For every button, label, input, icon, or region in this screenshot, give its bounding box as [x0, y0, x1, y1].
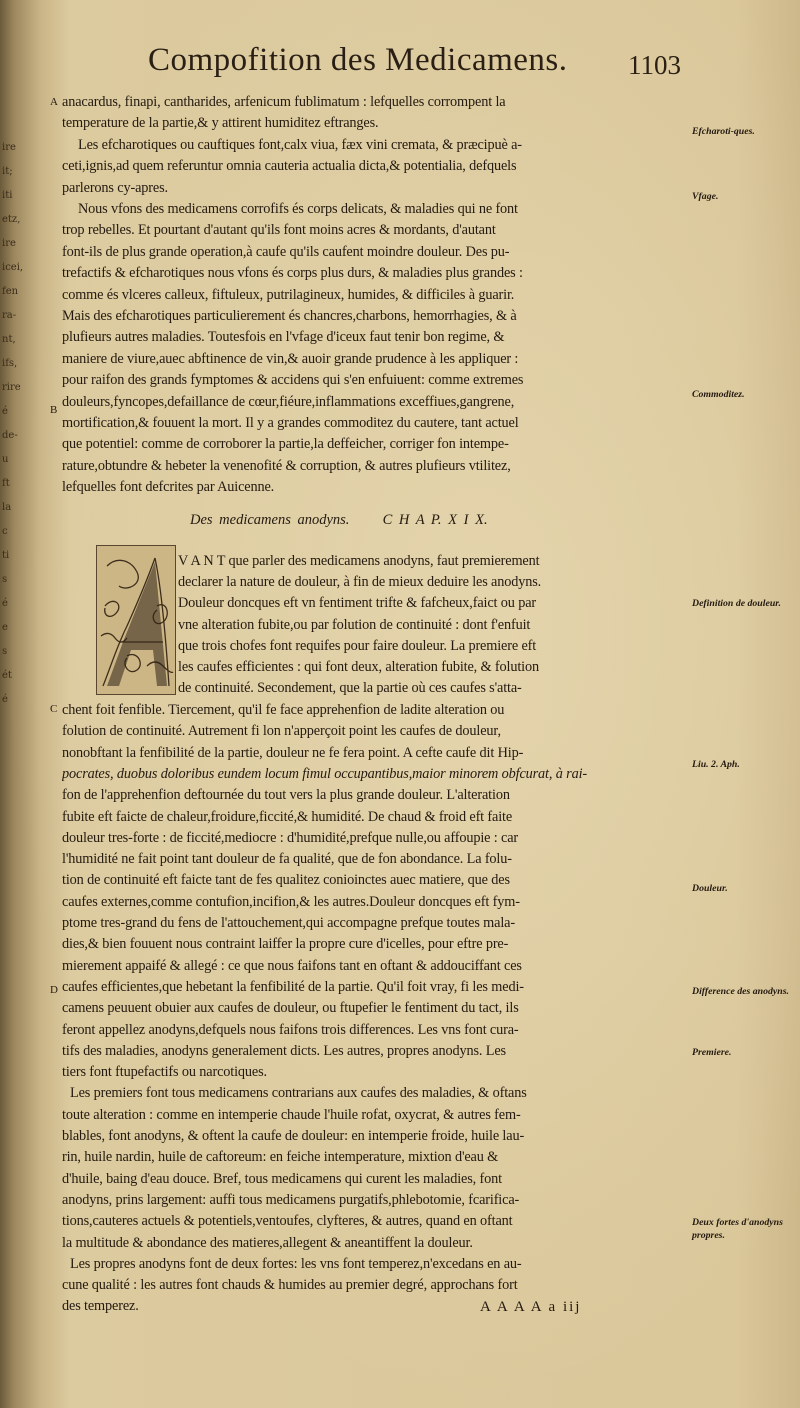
- gutter-fragment: s: [2, 574, 8, 585]
- gutter-fragment: c: [2, 526, 8, 537]
- gutter-fragment: fen: [2, 286, 19, 297]
- gutter-fragment: é: [2, 598, 8, 609]
- section-letter: A: [50, 96, 58, 108]
- gutter-fragment: u: [2, 454, 9, 465]
- text-line: dies,& bien fouuent nous contraint laiffer la propre cure d'icelles, pour eftre pre-: [62, 936, 509, 953]
- chapter-title: Des medicamens anodyns.: [190, 512, 350, 528]
- text-line: folution de continuité. Autrement fi lon n'apperçoit point les caufes de douleur,: [62, 723, 501, 740]
- text-line: ptome tres-grand du fens de l'attouchement,qui accompagne prefque toutes mala-: [62, 915, 515, 931]
- margin-note: Definition de douleur.: [692, 598, 781, 609]
- text-line: chent foit fenfible. Tiercement, qu'il fe face apprehenfion de ladite alteration ou: [62, 702, 505, 718]
- text-line: Mais des efcharotiques particulierement és chancres,charbons, hemorrhagies, & à: [62, 308, 517, 324]
- text-line: anodyns, prins largement: auffi tous medicamens purgatifs,phlebotomie, fcarifica-: [62, 1191, 520, 1208]
- gutter-fragment: ft: [2, 478, 10, 489]
- text-line: trefactifs & efcharotiques nous vfons és corps plus durs, & maladies plus grandes :: [62, 265, 523, 282]
- gutter-fragment: é: [2, 694, 8, 705]
- text-line: de continuité. Secondement, que la partie où ces caufes s'atta-: [178, 680, 522, 697]
- gutter-fragment: ire: [2, 238, 16, 249]
- gutter-fragment: ra-: [2, 310, 17, 321]
- text-line: tiers font ftupefactifs ou narcotiques.: [62, 1064, 267, 1081]
- text-line: parlerons cy-apres.: [62, 179, 168, 196]
- margin-note: Vfage.: [692, 191, 719, 202]
- text-line: mortification,& fouuent la mort. Il y a grandes commoditez du cautere, tant actuel: [62, 415, 519, 431]
- page-number: 1103: [628, 50, 681, 80]
- text-line: fubite eft faicte de chaleur,froidure,ficcité,& humidité. De chaud & froid eft faite: [62, 808, 513, 825]
- text-line: douleurs,fyncopes,defaillance de cœur,fiéure,inflammations exceffiues,gangrene,: [62, 393, 515, 410]
- section-letter: D: [50, 984, 58, 996]
- chapter-heading: [190, 512, 488, 529]
- gutter-fragment: de-: [2, 430, 18, 441]
- section-letter: B: [50, 404, 58, 416]
- text-line: rin, huile nardin, huile de caftoreum: en feiche intemperature, mixtion d'eau &: [62, 1149, 499, 1166]
- gutter-fragment: it;: [2, 166, 13, 177]
- gutter-fragment: iti: [2, 190, 13, 201]
- text-line: des temperez.: [62, 1298, 139, 1315]
- text-line: toute alteration : comme en intemperie chaude l'huile rofat, oxycrat, & autres fem-: [62, 1106, 521, 1123]
- text-line: Les efcharotiques ou cauftiques font,calx viua, fæx vini cremata, & præcipuè a-: [78, 136, 522, 153]
- gutter-fragment: etz,: [2, 214, 21, 225]
- text-line: nonobftant la fenfibilité de la partie, douleur ne fe fera point. A cefte caufe dit Hip-: [62, 744, 524, 761]
- text-line: pocrates, duobus doloribus eundem locum fimul occupantibus,maior minorem obfcurat, à rai-: [62, 765, 587, 782]
- gutter-fragment: s: [2, 646, 8, 657]
- text-line: declarer la nature de douleur, à fin de mieux deduire les anodyns.: [178, 574, 542, 591]
- text-line: tifs des maladies, anodyns generalement dicts. Les autres, propres anodyns. Les: [62, 1042, 506, 1059]
- text-line: feront appellez anodyns,defquels nous faifons trois differences. Les vns font cura-: [62, 1021, 519, 1038]
- text-line: caufes efficientes,que hebetant la fenfibilité de la partie. Qu'il foit vray, fi les medi-: [62, 978, 524, 995]
- running-title: Compofition des Medicamens.: [148, 42, 568, 78]
- text-line: mierement appaifé & allegé : ce que nous faifons tant en oftant & addouciffant ces: [62, 957, 522, 974]
- margin-note: Deux fortes d'anodyns propres.: [692, 1217, 783, 1241]
- text-line: que potentiel: comme de corroborer la partie,la deffeicher, corriger fon intempe-: [62, 436, 509, 453]
- text-line: comme és vlceres calleux, fiftuleux, putrilagineux, humides, & difficiles à guarir.: [62, 286, 515, 303]
- gutter-fragment: ire: [2, 142, 16, 153]
- margin-note: Douleur.: [692, 883, 728, 894]
- margin-note: Efcharoti-ques.: [692, 126, 755, 137]
- text-line: d'huile, baing d'eau douce. Bref, tous medicamens qui curent les maladies, font: [62, 1170, 502, 1187]
- text-line: blables, font anodyns, & oftent la caufe de douleur: en intemperie froide, huile lau-: [62, 1128, 525, 1144]
- chapter-label: C H A P. X I X.: [382, 512, 488, 528]
- ornament-icon: [97, 546, 175, 694]
- text-line: anacardus, finapi, cantharides, arfenicum fublimatum : lefquelles corrompent la: [62, 94, 506, 110]
- text-line: rature,obtundre & hebeter la venenofité & corruption, & autres plufieurs vtilitez,: [62, 457, 511, 474]
- gutter-fragment: é: [2, 406, 8, 417]
- section-letter: C: [50, 703, 58, 715]
- text-line: maniere de viure,auec abftinence de vin,& auoir grande prudence à les appliquer :: [62, 350, 519, 367]
- text-line: V A N T que parler des medicamens anodyns, faut premierement: [178, 553, 540, 569]
- margin-note: Liu. 2. Aph.: [692, 759, 740, 770]
- ornamental-initial-a: [96, 545, 176, 695]
- text-line: douleur tres-forte : de ficcité,mediocre : d'humidité,prefque nulle,ou affoupie : car: [62, 829, 519, 846]
- gutter-fragment: rire: [2, 382, 21, 393]
- text-line: trop rebelles. Et pourtant d'autant qu'ils font moins acres & mordants, d'autant: [62, 222, 496, 239]
- text-line: fon de l'apprehenfion deftournée du tout vers la plus grande douleur. L'alteration: [62, 787, 510, 804]
- text-line: Douleur doncques eft vn fentiment trifte & fafcheux,faict ou par: [178, 595, 537, 612]
- text-line: pour raifon des grands fymptomes & accidens qui s'en enfuiuent: comme extremes: [62, 372, 524, 389]
- text-line: lefquelles font defcrites par Auicenne.: [62, 479, 275, 496]
- gutter-fragment: icei,: [2, 262, 24, 273]
- text-line: Les propres anodyns font de deux fortes: les vns font temperez,n'excedans en au-: [70, 1255, 522, 1272]
- text-line: cune qualité : les autres font chauds & humides au premier degré, approchans fort: [62, 1277, 518, 1294]
- margin-note: Difference des anodyns.: [692, 986, 789, 997]
- gutter-fragment: nt,: [2, 334, 16, 345]
- text-line: temperature de la partie,& y attirent humiditez eftranges.: [62, 115, 379, 132]
- text-line: l'humidité ne fait point tant douleur de fa qualité, que de fon abondance. La folu-: [62, 851, 512, 868]
- gutter-fragment: ti: [2, 550, 10, 561]
- gutter-fragment: la: [2, 502, 12, 513]
- text-line: tion de continuité eft faicte tant de fes qualitez conioinctes auec matiere, que des: [62, 872, 510, 889]
- text-line: font-ils de plus grande operation,à caufe qu'ils caufent moindre douleur. Des pu-: [62, 243, 510, 260]
- margin-note: Commoditez.: [692, 389, 745, 400]
- text-line: les caufes efficientes : qui font deux, alteration fubite, & folution: [178, 659, 539, 675]
- text-line: Les premiers font tous medicamens contrarians aux caufes des maladies, & oftans: [70, 1085, 527, 1102]
- text-line: ceti,ignis,ad quem referuntur omnia cauteria actualia dicta,& potentialia, defquels: [62, 158, 517, 175]
- text-line: plufieurs autres maladies. Toutesfois en l'vfage d'iceux faut tenir bon regime, &: [62, 329, 505, 346]
- gutter-fragment: e: [2, 622, 8, 633]
- text-line: que trois chofes font requifes pour faire douleur. La premiere eft: [178, 637, 537, 654]
- gutter-fragment: ét: [2, 670, 12, 681]
- margin-note: Premiere.: [692, 1047, 732, 1058]
- text-line: vne alteration fubite,ou par folution de continuité : dont f'enfuit: [178, 616, 531, 633]
- text-line: tions,cauteres actuels & potentiels,ventoufes, clyfteres, & autres, quand en oftant: [62, 1213, 513, 1230]
- text-line: camens peuuent obuier aux caufes de douleur, ou ftupefier le fentiment du tact, ils: [62, 1000, 519, 1017]
- adjacent-page-fragment: [0, 0, 46, 1408]
- gutter-fragment: ifs,: [2, 358, 18, 369]
- signature-mark: A A A A a iij: [480, 1299, 582, 1315]
- text-line: Nous vfons des medicamens corrofifs és corps delicats, & maladies qui ne font: [78, 201, 518, 217]
- text-line: la multitude & abondance des matieres,allegent & aneantiffent la douleur.: [62, 1234, 473, 1251]
- text-line: caufes externes,comme contufion,incifion,& les autres.Douleur doncques eft fym-: [62, 893, 520, 910]
